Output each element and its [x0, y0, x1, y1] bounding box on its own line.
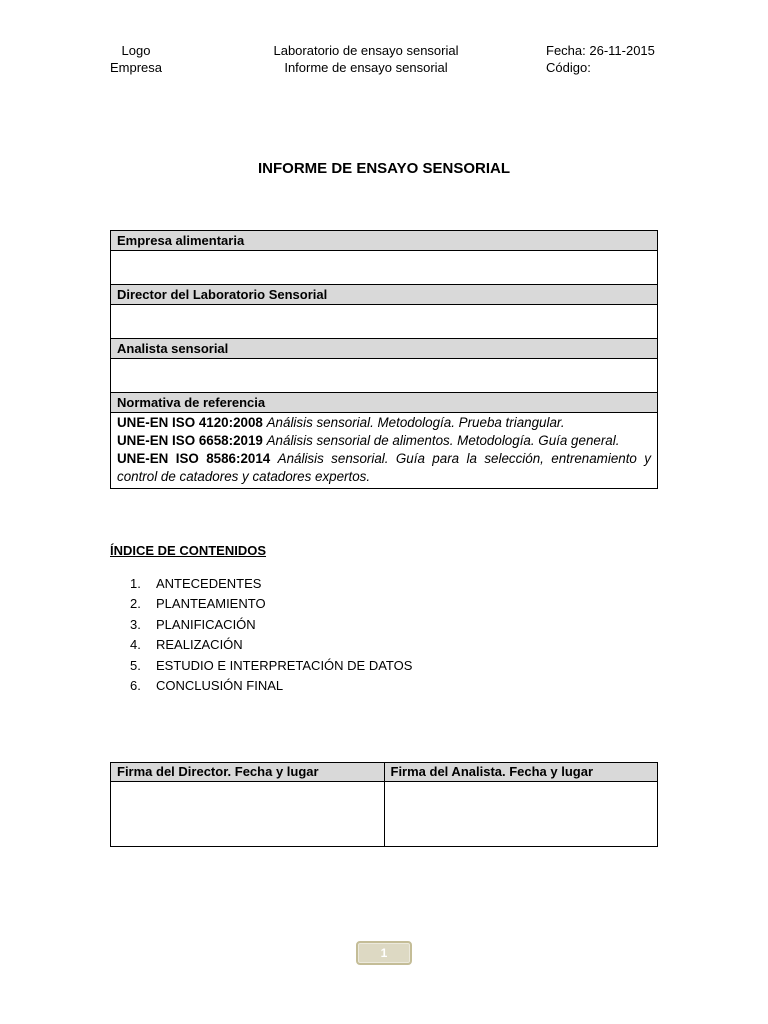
- index-item-number: 1.: [130, 576, 141, 591]
- index-item-label: PLANIFICACIÓN: [156, 616, 256, 632]
- director-label: Director del Laboratorio Sensorial: [111, 285, 657, 305]
- header-logo-line2: Empresa: [109, 60, 163, 75]
- analyst-signature-label: Firma del Analista. Fecha y lugar: [385, 763, 658, 782]
- norm-item: [117, 450, 651, 486]
- director-signature-field[interactable]: [111, 782, 384, 846]
- norm-text: Análisis sensorial de alimentos. Metodología. Guía general.: [266, 433, 620, 448]
- header-code: Código:: [546, 60, 591, 75]
- analyst-signature-field[interactable]: [385, 782, 658, 846]
- norm-item: [117, 414, 651, 432]
- index-item-label: REALIZACIÓN: [156, 637, 243, 653]
- header-report-name: Informe de ensayo sensorial: [284, 60, 448, 75]
- index-item: [130, 574, 412, 594]
- analyst-signature-column: [384, 763, 658, 846]
- index-item-label: CONCLUSIÓN FINAL: [156, 677, 284, 693]
- norm-code: UNE-EN ISO 6658:2019: [117, 433, 263, 448]
- index-list: [130, 574, 412, 696]
- signature-table: [110, 762, 658, 847]
- company-value-field[interactable]: [111, 251, 657, 285]
- header-logo: [108, 42, 164, 76]
- index-item-number: 3.: [130, 616, 141, 632]
- index-item-number: 5.: [130, 657, 141, 673]
- director-signature-label: Firma del Director. Fecha y lugar: [111, 763, 384, 782]
- index-item: [130, 594, 412, 614]
- header-center: [250, 42, 482, 76]
- company-label: Empresa alimentaria: [111, 231, 657, 251]
- header-meta: [546, 42, 676, 76]
- norm-text: Análisis sensorial. Guía para la selección, entrenamiento y control de catadores y catadores expertos.: [117, 451, 651, 484]
- index-item: [130, 656, 412, 676]
- norms-label: Normativa de referencia: [111, 393, 657, 413]
- index-item-number: 6.: [130, 677, 141, 693]
- norm-code: UNE-EN ISO 4120:2008: [117, 415, 263, 430]
- index-item-number: 2.: [130, 596, 141, 612]
- index-item-label: PLANTEAMIENTO: [156, 596, 266, 612]
- norm-code: UNE-EN ISO 8586:2014: [117, 451, 271, 466]
- header-date: Fecha: 26-11-2015: [546, 43, 655, 58]
- index-item: [130, 635, 412, 655]
- norm-text: Análisis sensorial. Metodología. Prueba triangular.: [266, 415, 565, 430]
- index-item-label: ESTUDIO E INTERPRETACIÓN DE DATOS: [156, 657, 413, 673]
- norms-list: [111, 413, 657, 488]
- document-title: INFORME DE ENSAYO SENSORIAL: [258, 160, 510, 177]
- header-logo-line1: Logo: [121, 43, 151, 58]
- norm-item: [117, 432, 651, 450]
- info-table: [110, 230, 658, 489]
- director-signature-column: [111, 763, 384, 846]
- page-number-badge: 1: [356, 941, 412, 965]
- index-title: ÍNDICE DE CONTENIDOS: [110, 543, 267, 558]
- header-lab-name: Laboratorio de ensayo sensorial: [273, 43, 459, 58]
- index-item: [130, 615, 412, 635]
- index-item: [130, 676, 412, 696]
- analyst-label: Analista sensorial: [111, 339, 657, 359]
- analyst-value-field[interactable]: [111, 359, 657, 393]
- director-value-field[interactable]: [111, 305, 657, 339]
- index-item-label: ANTECEDENTES: [156, 576, 262, 591]
- index-item-number: 4.: [130, 637, 141, 653]
